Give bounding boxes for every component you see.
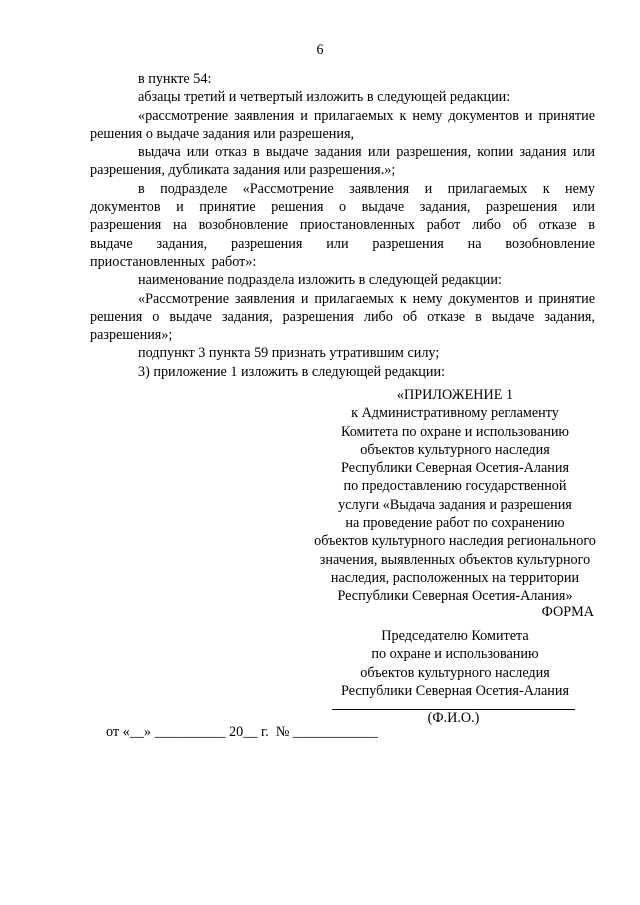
form-label: ФОРМА	[541, 604, 594, 620]
paragraph: 3) приложение 1 изложить в следующей редакции:	[138, 363, 446, 380]
appendix-line: объектов культурного наследия регионального	[314, 533, 596, 550]
paragraph: наименование подраздела изложить в следующей редакции:	[138, 272, 502, 289]
appendix-line: Республики Северная Осетия-Алания	[340, 460, 569, 477]
paragraph: абзацы третий и четвертый изложить в следующей редакции:	[138, 89, 511, 106]
appendix-line: к Административному регламенту	[351, 405, 559, 422]
paragraph: «Рассмотрение заявления и прилагаемых к нему документов и принятие решения о выдаче задания, разрешения либо об отказе в выдаче задания, разрешения»;	[90, 290, 595, 344]
date-number-line: от «__» __________ 20__ г. № ____________	[106, 724, 379, 740]
appendix-line: по предоставлению государственной	[343, 478, 567, 495]
appendix-line: Комитета по охране и использованию	[340, 423, 570, 440]
appendix-line: объектов культурного наследия	[360, 441, 550, 458]
fio-caption: (Ф.И.О.)	[427, 710, 480, 726]
paragraph: подпункт 3 пункта 59 признать утратившим силу;	[138, 345, 440, 362]
addressee-line: Республики Северная Осетия-Алания	[340, 682, 569, 699]
addressee-line: Председателю Комитета	[381, 628, 529, 644]
page-number: 6	[316, 42, 324, 58]
appendix-line: значения, выявленных объектов культурного	[319, 551, 591, 568]
appendix-line: на проведение работ по сохранению	[345, 515, 565, 532]
appendix-heading	[260, 386, 640, 606]
addressee-line: объектов культурного наследия	[360, 664, 550, 681]
appendix-line: Республики Северная Осетия-Алания»	[337, 588, 573, 605]
appendix-line: услуги «Выдача задания и разрешения	[338, 496, 572, 513]
paragraph: выдача или отказ в выдаче задания или разрешения, копии задания или разрешения, дубликата задания или разрешения.»;	[90, 144, 595, 179]
document-body	[90, 70, 595, 381]
paragraph: в подразделе «Рассмотрение заявления и прилагаемых к нему документов и принятие решения о выдаче задания, разрешения или разрешения на возобновление приостановленных работ либо об отказе в выдаче задания, разрешения или разрешения на возобновление приостановленных работ»:	[90, 180, 595, 270]
appendix-line: наследия, расположенных на территории	[330, 569, 580, 586]
addressee-line: по охране и использованию	[371, 646, 539, 663]
appendix-line: «ПРИЛОЖЕНИЕ 1	[396, 387, 514, 403]
addressee-block	[305, 627, 605, 700]
paragraph: в пункте 54:	[138, 71, 212, 87]
paragraph: «рассмотрение заявления и прилагаемых к нему документов и принятие решения о выдаче задания или разрешения,	[90, 107, 595, 142]
